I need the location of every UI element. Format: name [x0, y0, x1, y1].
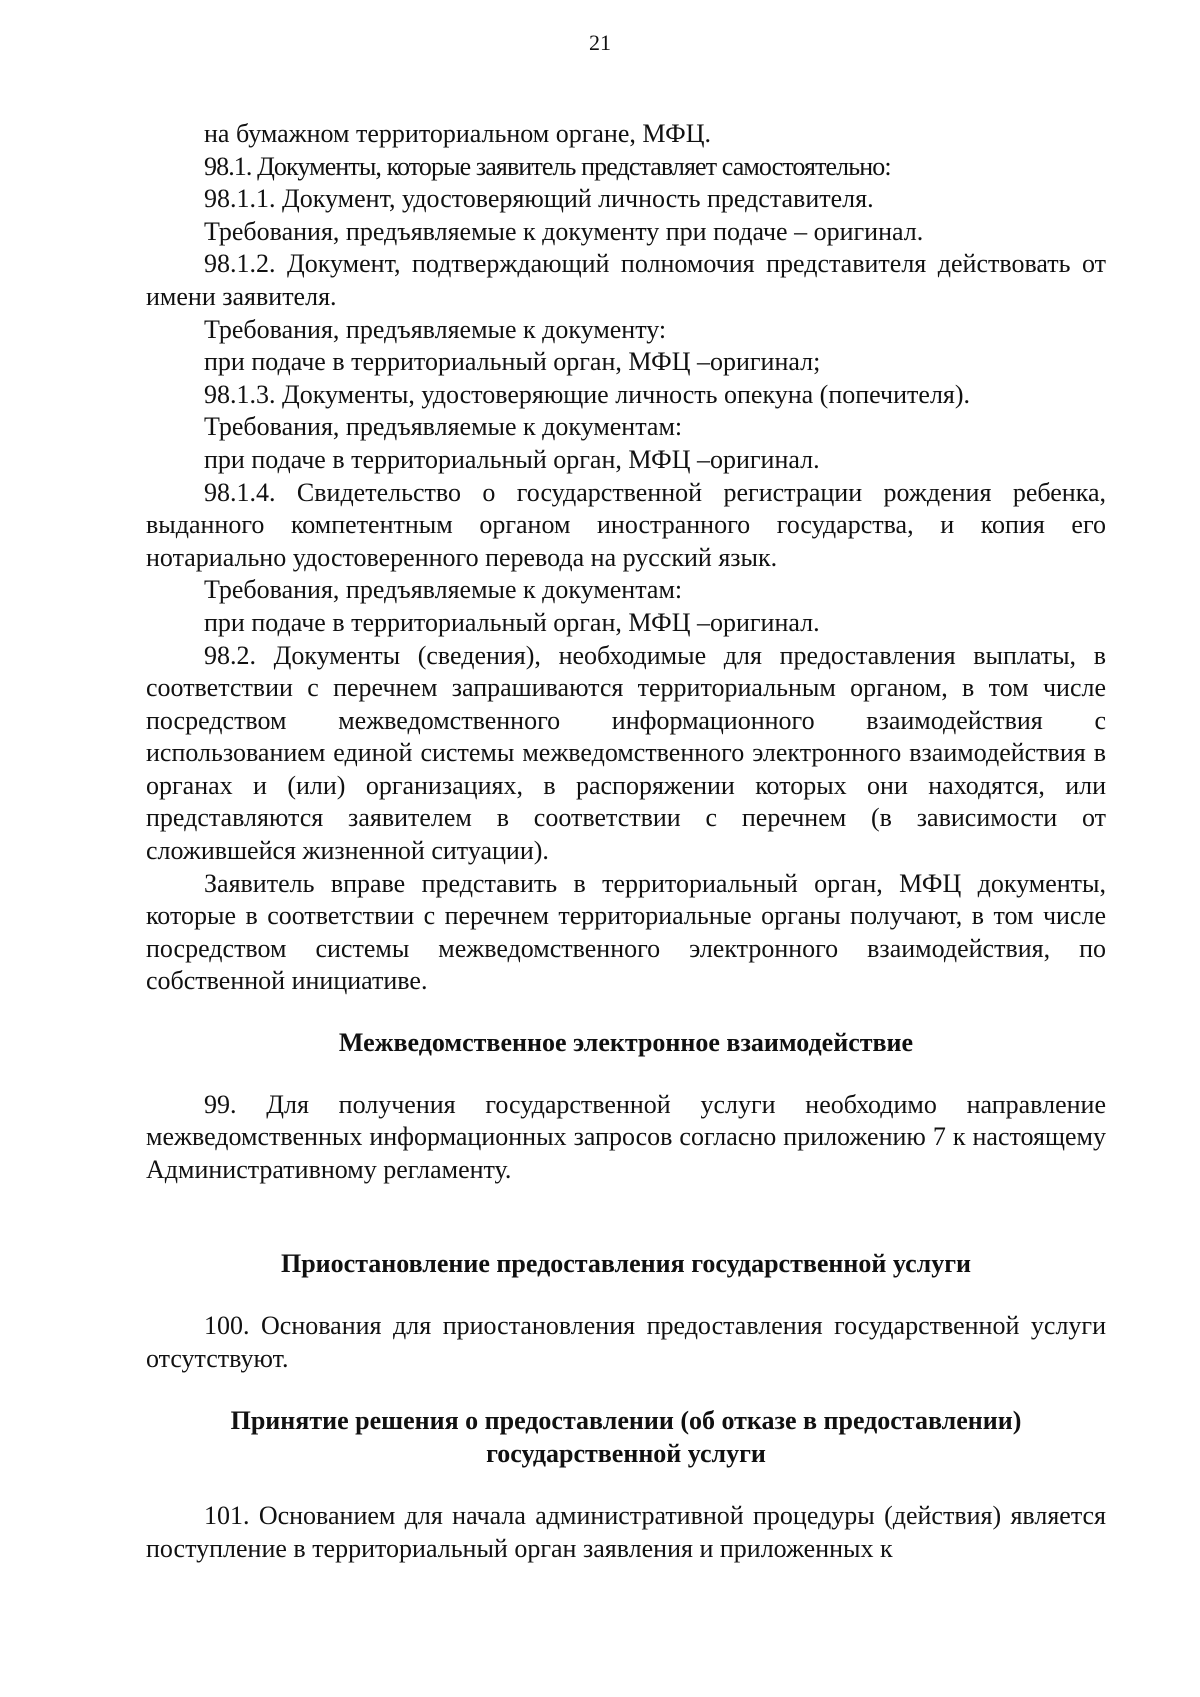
heading-decision: Принятие решения о предоставлении (об отказе в предоставлении) государственной услуги — [230, 1406, 1022, 1468]
paragraph-100: 100. Основания для приостановления предоставления государственной услуги отсутствуют. — [146, 1311, 1106, 1373]
page-number: 21 — [589, 30, 611, 55]
paragraph-requirements-documents-2: Требования, предъявляемые к документам: — [204, 575, 683, 605]
paragraph-submission-original-2: при подаче в территориальный орган, МФЦ –оригинал. — [204, 444, 820, 474]
paragraph-98-1-4: 98.1.4. Свидетельство о государственной регистрации рождения ребенка, выданного компетентным органом иностранного государства, и копия его нотариально удостоверенного перевода на русский язык. — [146, 477, 1106, 572]
paragraph-applicant-right: Заявитель вправе представить в территориальный орган, МФЦ документы, которые в соответствии с перечнем территориальные органы получают, в том числе посредством системы межведомственного электронного взаимодействия, по собственной инициативе. — [146, 868, 1106, 996]
paragraph-requirements-document: Требования, предъявляемые к документу: — [204, 314, 667, 344]
heading-interagency-interaction: Межведомственное электронное взаимодействие — [338, 1028, 914, 1058]
paragraph-99: 99. Для получения государственной услуги необходимо направление межведомственных информационных запросов согласно приложению 7 к настоящему Административному регламенту. — [146, 1089, 1106, 1184]
paragraph-submission-original-1: при подаче в территориальный орган, МФЦ –оригинал; — [204, 347, 821, 377]
heading-suspension: Приостановление предоставления государственной услуги — [280, 1249, 971, 1279]
paragraph-requirements-original: Требования, предъявляемые к документу при подаче – оригинал. — [204, 216, 924, 246]
paragraph-98-1-1: 98.1.1. Документ, удостоверяющий личность представителя. — [204, 184, 874, 214]
paragraph-submission-original-3: при подаче в территориальный орган, МФЦ –оригинал. — [204, 607, 820, 637]
document-body — [146, 118, 1106, 1566]
paragraph-98-1: 98.1. Документы, которые заявитель представляет самостоятельно: — [204, 151, 891, 181]
paragraph-101: 101. Основанием для начала административной процедуры (действия) является поступление в территориальный орган заявления и приложенных к — [146, 1501, 1106, 1563]
paragraph-requirements-documents-1: Требования, предъявляемые к документам: — [204, 412, 683, 442]
paragraph-98-2: 98.2. Документы (сведения), необходимые для предоставления выплаты, в соответствии с перечнем запрашиваются территориальным органом, в том числе посредством межведомственного информационного взаимодействия с использованием единой системы межведомственного электронного взаимодействия в органах и (или) организациях, в распоряжении которых они находятся, или представляются заявителем в соответствии с перечнем (в зависимости от сложившейся жизненной ситуации). — [146, 640, 1106, 866]
paragraph-paper-submission: на бумажном территориальном органе, МФЦ. — [204, 119, 711, 148]
paragraph-98-1-3: 98.1.3. Документы, удостоверяющие личность опекуна (попечителя). — [204, 379, 971, 409]
paragraph-98-1-2: 98.1.2. Документ, подтверждающий полномочия представителя действовать от имени заявителя. — [146, 249, 1106, 311]
